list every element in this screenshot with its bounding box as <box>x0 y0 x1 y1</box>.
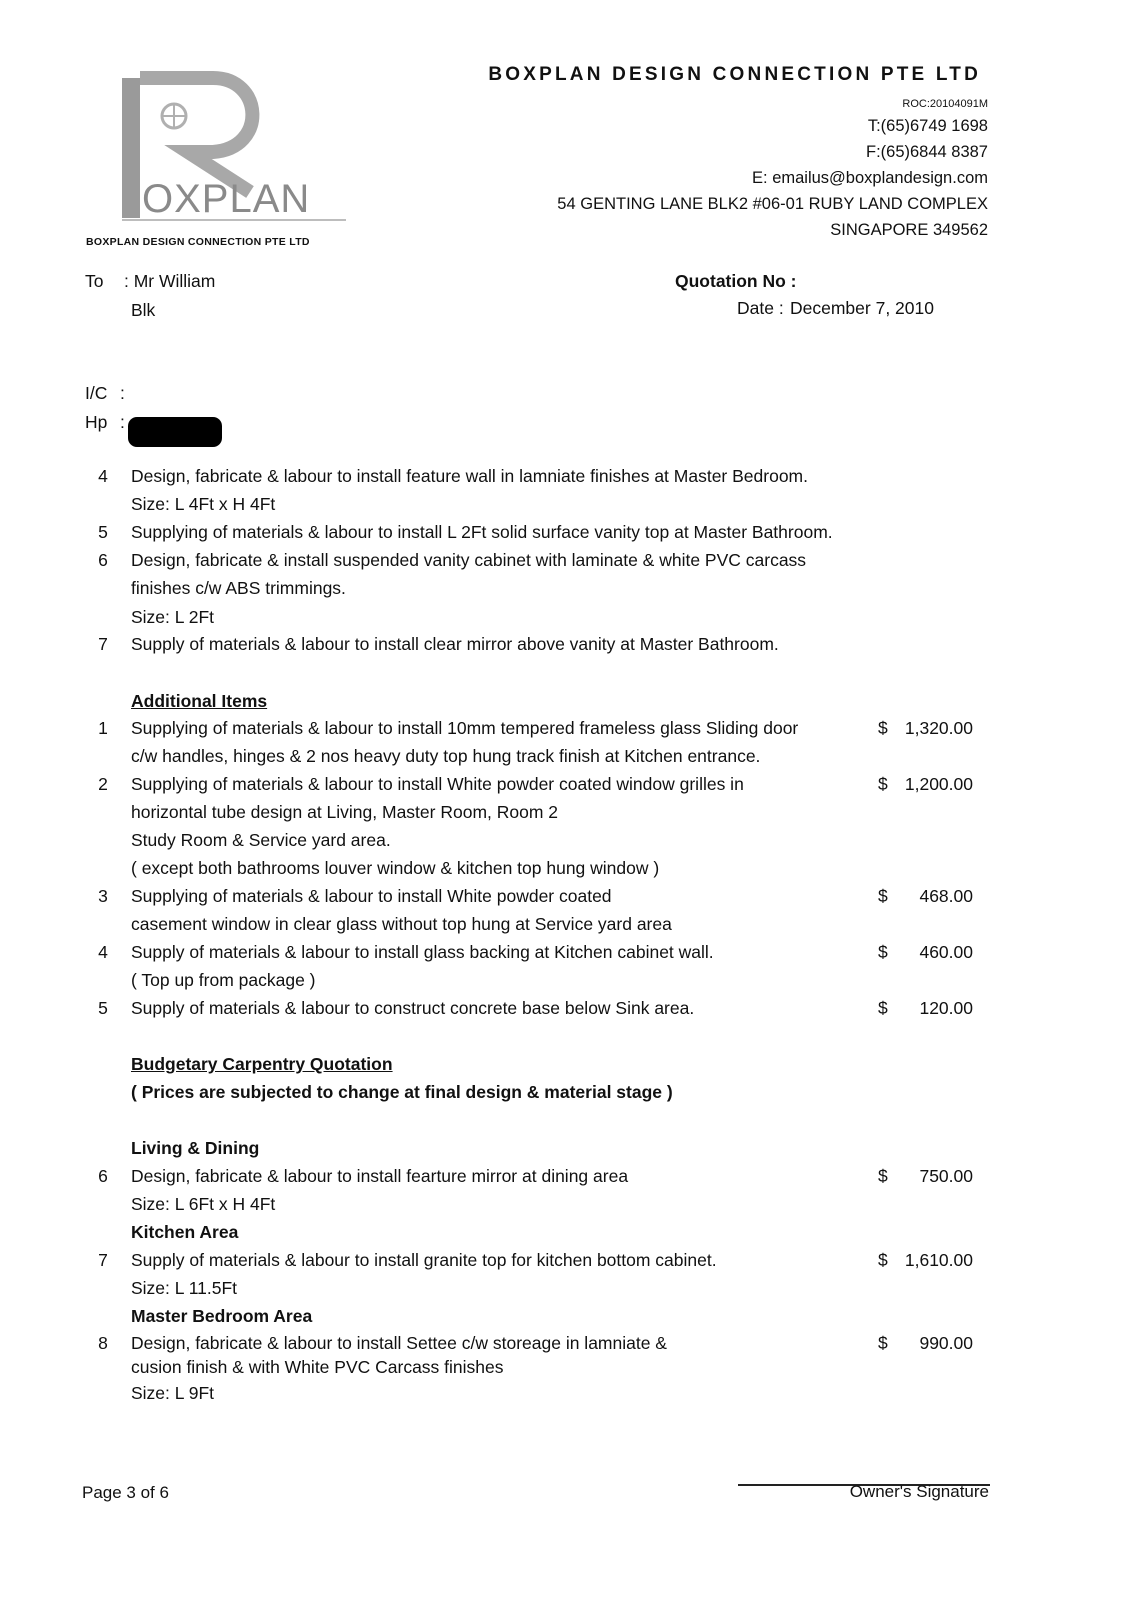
item-description: Design, fabricate & install suspended vanity cabinet with laminate & white PVC carcass <box>131 550 807 570</box>
item-amount: 1,610.00 <box>904 1250 973 1270</box>
item-amount: 1,200.00 <box>904 774 973 794</box>
item-description: Study Room & Service yard area. <box>131 830 391 850</box>
item-description: Size: L 6Ft x H 4Ft <box>131 1194 276 1214</box>
item-number: 8 <box>98 1333 108 1353</box>
item-number: 1 <box>98 718 108 738</box>
item-description: Supplying of materials & labour to install White powder coated window grilles in <box>131 774 744 794</box>
item-amount: 750.00 <box>919 1166 973 1186</box>
page-number: Page 3 of 6 <box>82 1483 169 1502</box>
item-description: Size: L 2Ft <box>131 607 214 627</box>
item-description: finishes c/w ABS trimmings. <box>131 578 346 598</box>
section-title: Master Bedroom Area <box>131 1306 313 1326</box>
section-title: Living & Dining <box>131 1138 260 1158</box>
item-description: Supply of materials & labour to construct concrete base below Sink area. <box>131 998 695 1018</box>
item-description: ( Top up from package ) <box>131 970 316 990</box>
item-amount: 460.00 <box>919 942 973 962</box>
blk-label: Blk <box>131 300 156 320</box>
budgetary-note: ( Prices are subjected to change at final design & material stage ) <box>131 1082 673 1102</box>
ic-colon: : <box>120 383 125 403</box>
owner-signature-label: Owner's Signature <box>849 1482 989 1501</box>
item-description: Size: L 9Ft <box>131 1383 214 1403</box>
currency-symbol: $ <box>878 718 888 738</box>
item-description: Design, fabricate & labour to install Settee c/w storeage in lamniate & <box>131 1333 667 1353</box>
item-description: casement window in clear glass without top hung at Service yard area <box>131 914 672 934</box>
item-description: c/w handles, hinges & 2 nos heavy duty top hung track finish at Kitchen entrance. <box>131 746 761 766</box>
item-description: Size: L 11.5Ft <box>131 1278 238 1298</box>
to-value: : Mr William <box>124 271 216 291</box>
item-amount: 1,320.00 <box>904 718 973 738</box>
redaction-bar <box>128 417 222 447</box>
item-description: Supplying of materials & labour to install 10mm tempered frameless glass Sliding door <box>131 718 799 738</box>
ic-label: I/C <box>85 383 108 403</box>
item-number: 4 <box>98 466 108 486</box>
budgetary-heading: Budgetary Carpentry Quotation <box>131 1054 393 1074</box>
item-number: 2 <box>98 774 108 794</box>
item-number: 5 <box>98 522 108 542</box>
to-label: To <box>85 271 104 291</box>
item-amount: 990.00 <box>919 1333 973 1353</box>
item-description: Size: L 4Ft x H 4Ft <box>131 494 276 514</box>
item-description: Design, fabricate & labour to install fearture mirror at dining area <box>131 1166 629 1186</box>
currency-symbol: $ <box>878 942 888 962</box>
item-description: Supply of materials & labour to install clear mirror above vanity at Master Bathroom. <box>131 634 779 654</box>
item-description: Supply of materials & labour to install granite top for kitchen bottom cabinet. <box>131 1250 717 1270</box>
item-description: Supplying of materials & labour to install L 2Ft solid surface vanity top at Master Bathroom. <box>131 522 833 542</box>
date-label: Date : <box>737 298 784 318</box>
company-email: E: emailus@boxplandesign.com <box>752 169 988 187</box>
item-number: 6 <box>98 1166 108 1186</box>
item-amount: 120.00 <box>919 998 973 1018</box>
company-fax: F:(65)6844 8387 <box>865 143 988 161</box>
item-description: horizontal tube design at Living, Master Room, Room 2 <box>131 802 559 822</box>
item-number: 7 <box>98 1250 108 1270</box>
item-number: 7 <box>98 634 108 654</box>
company-address-line-1: 54 GENTING LANE BLK2 #06-01 RUBY LAND COMPLEX <box>557 195 988 213</box>
currency-symbol: $ <box>878 886 888 906</box>
quotation-number-label: Quotation No : <box>675 271 797 291</box>
item-number: 3 <box>98 886 108 906</box>
item-description: Supplying of materials & labour to install White powder coated <box>131 886 612 906</box>
item-description: cusion finish & with White PVC Carcass finishes <box>131 1357 504 1377</box>
item-number: 5 <box>98 998 108 1018</box>
date-value: December 7, 2010 <box>790 298 934 318</box>
item-number: 4 <box>98 942 108 962</box>
company-tel: T:(65)6749 1698 <box>867 117 988 135</box>
currency-symbol: $ <box>878 1166 888 1186</box>
hp-label: Hp <box>85 412 108 432</box>
item-description: Design, fabricate & labour to install feature wall in lamniate finishes at Master Bedroom. <box>131 466 808 486</box>
currency-symbol: $ <box>878 774 888 794</box>
item-description: Supply of materials & labour to install glass backing at Kitchen cabinet wall. <box>131 942 714 962</box>
company-roc: ROC:20104091M <box>902 98 988 110</box>
additional-items-heading: Additional Items <box>131 691 268 711</box>
company-address-line-2: SINGAPORE 349562 <box>830 221 988 239</box>
section-title: Kitchen Area <box>131 1222 239 1242</box>
item-number: 6 <box>98 550 108 570</box>
item-amount: 468.00 <box>919 886 973 906</box>
item-description: ( except both bathrooms louver window & kitchen top hung window ) <box>131 858 660 878</box>
currency-symbol: $ <box>878 1250 888 1270</box>
currency-symbol: $ <box>878 1333 888 1353</box>
currency-symbol: $ <box>878 998 888 1018</box>
hp-colon: : <box>120 412 125 432</box>
company-logo <box>118 70 352 230</box>
company-name: BOXPLAN DESIGN CONNECTION PTE LTD <box>488 64 981 85</box>
logo-subtext: BOXPLAN DESIGN CONNECTION PTE LTD <box>86 236 310 248</box>
logo-wordmark: OXPLAN <box>142 177 311 221</box>
